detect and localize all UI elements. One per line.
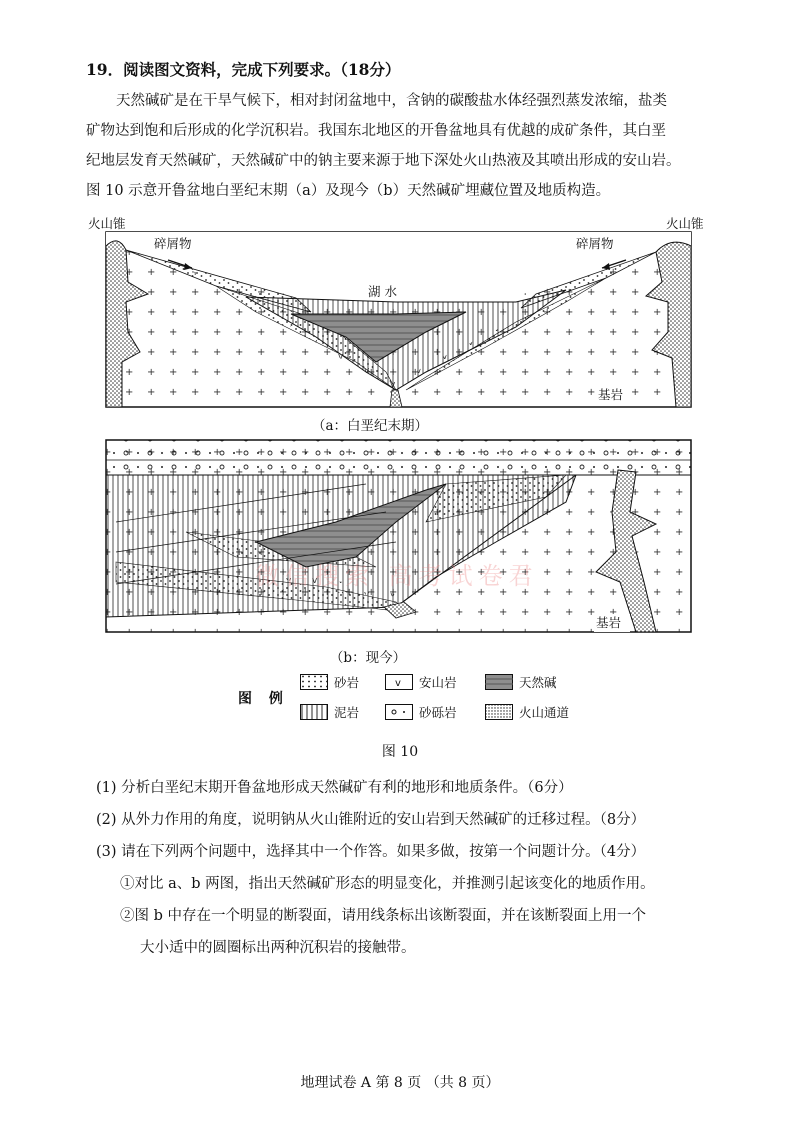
intro-line: 矿物达到饱和后形成的化学沉积岩。我国东北地区的开鲁盆地具有优越的成矿条件，其白垩	[86, 123, 666, 139]
label-lake: 湖 水	[368, 284, 397, 299]
legend-label: 砂砾岩	[419, 705, 457, 720]
label-debris-right: 碎屑物	[576, 236, 614, 251]
legend-item-vent	[485, 703, 569, 721]
legend-label: 安山岩	[419, 675, 457, 690]
page-footer: 地理试卷 A 第 8 页 （共 8 页）	[300, 1075, 500, 1091]
watermark: 微信搜索 高考试卷君	[255, 562, 539, 590]
andesite-swatch-icon	[385, 674, 413, 690]
label-volcano-left: 火山锥	[88, 216, 126, 231]
sub-question: (1) 分析白垩纪末期开鲁盆地形成天然碱矿有利的地形和地质条件。（6分）	[96, 780, 573, 796]
legend-item-conglomerate	[385, 703, 457, 721]
question-title: 19．阅读图文资料，完成下列要求。（18分）	[86, 60, 401, 79]
legend-item-soda	[485, 673, 557, 691]
sandstone-swatch-icon	[300, 674, 328, 690]
legend-title: 图 例	[238, 691, 289, 707]
sub-question-option: ①对比 a、b 两图，指出天然碱矿形态的明显变化，并推测引起该变化的地质作用。	[120, 876, 655, 892]
legend-label: 砂岩	[334, 675, 360, 690]
geology-figure	[88, 216, 706, 672]
legend-label: 天然碱	[519, 675, 557, 690]
sub-questions	[96, 772, 716, 964]
panel-b	[106, 440, 691, 632]
caption-b: （b：现今）	[329, 650, 407, 666]
panel-a	[88, 216, 704, 407]
legend-item-mudstone	[300, 703, 359, 721]
label-bedrock-b: 基岩	[596, 615, 622, 630]
legend-label: 泥岩	[334, 705, 360, 720]
svg-text:v: v	[395, 678, 401, 689]
figure-number: 图 10	[381, 744, 419, 760]
conglomerate-swatch-icon	[385, 704, 413, 720]
sub-question: (2) 从外力作用的角度，说明钠从火山锥附近的安山岩到天然碱矿的迁移过程。（8分）	[96, 812, 646, 828]
sub-question-option: ②图 b 中存在一个明显的断裂面，请用线条标出该断裂面，并在该断裂面上用一个	[120, 908, 646, 924]
intro-line: 纪地层发育天然碱矿，天然碱矿中的钠主要来源于地下深处火山热液及其喷出形成的安山岩。	[86, 153, 681, 169]
sub-question: (3) 请在下列两个问题中，选择其中一个作答。如果多做，按第一个问题计分。（4分）	[96, 844, 646, 860]
intro-line: 天然碱矿是在干旱气候下，相对封闭盆地中，含钠的碳酸盐水体经强烈蒸发浓缩，盐类	[116, 93, 667, 109]
legend-item-andesite	[385, 673, 457, 691]
legend-label: 火山通道	[519, 705, 570, 720]
label-volcano-right: 火山锥	[666, 216, 704, 231]
caption-a: （a：白垩纪末期）	[311, 418, 429, 434]
vent-swatch-icon	[485, 704, 513, 720]
legend-item-sandstone	[300, 673, 359, 691]
question-intro	[86, 86, 722, 206]
intro-line: 图 10 示意开鲁盆地白垩纪末期（a）及现今（b）天然碱矿埋藏位置及地质构造。	[86, 183, 611, 199]
sub-question-option: 大小适中的圆圈标出两种沉积岩的接触带。	[140, 940, 416, 956]
soda-swatch-icon	[485, 674, 513, 690]
label-bedrock-a: 基岩	[598, 387, 624, 402]
label-debris-left: 碎屑物	[154, 236, 192, 251]
mudstone-swatch-icon	[300, 704, 328, 720]
